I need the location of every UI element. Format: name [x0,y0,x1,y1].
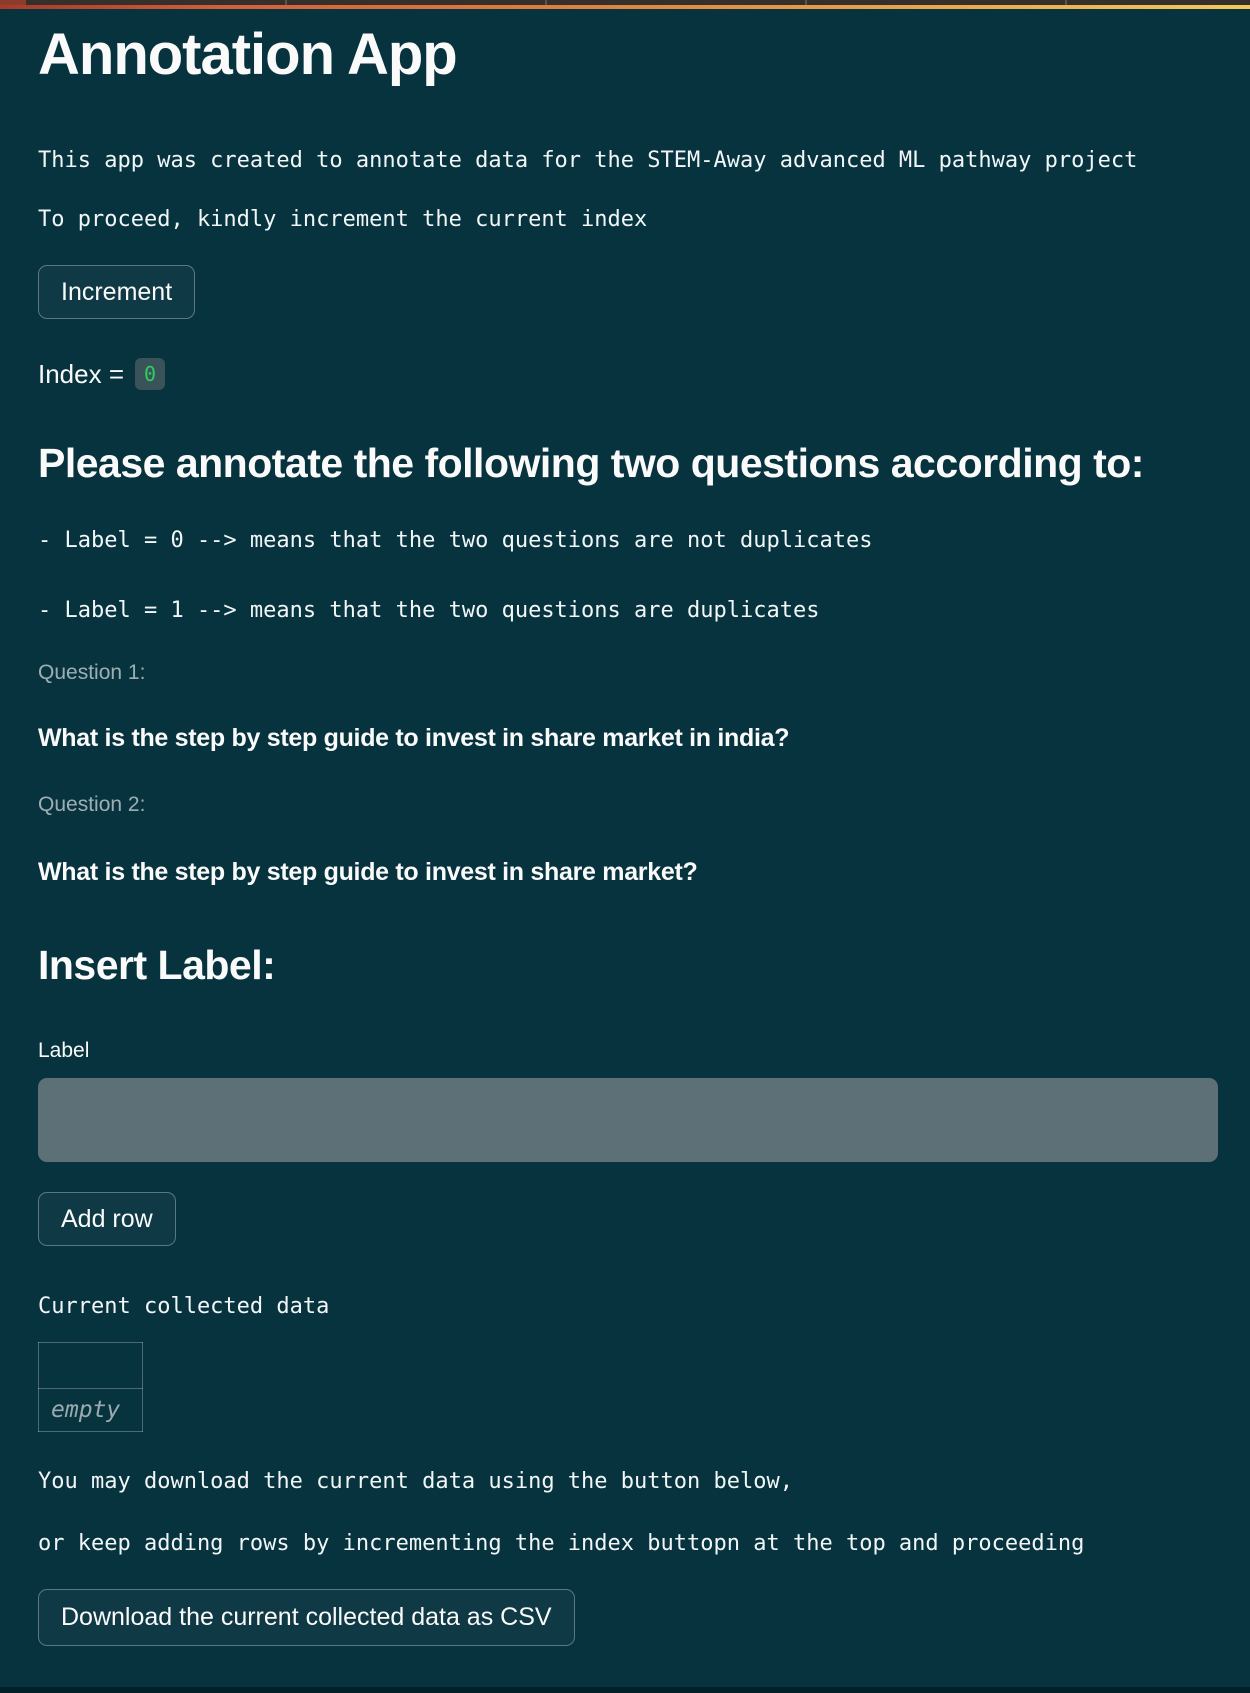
download-note-2: or keep adding rows by incrementing the index buttopn at the top and proceeding [38,1531,1085,1556]
question2-caption: Question 2: [38,793,146,816]
table-header-cell [39,1343,143,1389]
insert-label-heading: Insert Label: [38,942,276,988]
top-decoration-bar [0,0,1250,9]
download-csv-button[interactable]: Download the current collected data as CSV [38,1589,575,1646]
main-content [0,22,1250,1646]
label-rule-1: - Label = 1 --> means that the two questions are duplicates [38,598,820,623]
index-label: Index = [38,358,125,389]
collected-data-table [38,1342,143,1432]
label-rule-0: - Label = 0 --> means that the two questions are not duplicates [38,528,873,553]
download-note-1: You may download the current data using the button below, [38,1469,793,1494]
index-row [38,356,1218,392]
bottom-edge-strip [0,1687,1250,1693]
table-empty-cell: empty [39,1389,143,1432]
question1-caption: Question 1: [38,661,146,684]
label-input[interactable] [38,1078,1218,1162]
index-value-badge: 0 [135,358,165,390]
table-header-row [39,1343,143,1389]
add-row-button[interactable]: Add row [38,1192,176,1246]
page-title: Annotation App [38,22,457,87]
table-row [39,1389,143,1432]
question2-text: What is the step by step guide to invest in share market? [38,858,698,886]
intro-line-1: This app was created to annotate data for the STEM-Away advanced ML pathway project [38,148,1138,173]
decoration-gradient [0,5,1250,9]
label-field-label: Label [38,1039,90,1062]
increment-button[interactable]: Increment [38,265,195,319]
collected-data-caption: Current collected data [38,1294,330,1319]
intro-line-2: To proceed, kindly increment the current index [38,207,648,232]
question1-text: What is the step by step guide to invest in share market in india? [38,724,790,752]
annotation-heading: Please annotate the following two questions according to: [38,440,1144,486]
